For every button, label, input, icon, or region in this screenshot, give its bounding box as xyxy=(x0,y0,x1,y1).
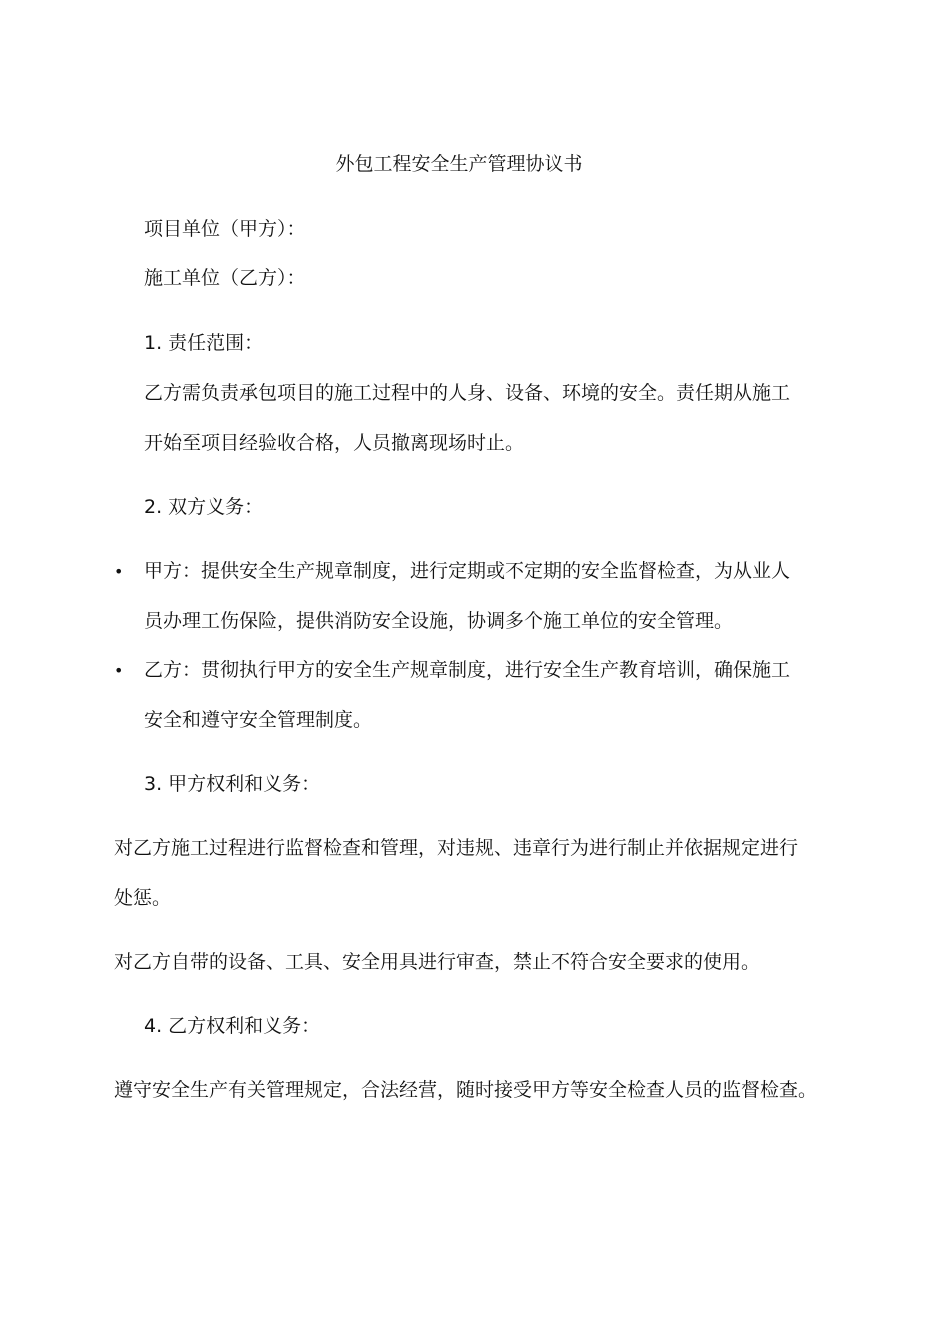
section-3-heading: 3. 甲方权利和义务： xyxy=(144,773,321,795)
section-3-paragraph-1-line-2: 处惩。 xyxy=(114,887,172,909)
document-title: 外包工程安全生产管理协议书 xyxy=(335,153,583,175)
section-1-heading: 1. 责任范围： xyxy=(144,332,264,354)
section-2-heading: 2. 双方义务： xyxy=(144,496,264,518)
section-4-heading: 4. 乙方权利和义务： xyxy=(144,1015,321,1037)
bullet-icon: • xyxy=(114,661,124,680)
duty-party-a-line-1: 甲方：提供安全生产规章制度，进行定期或不定期的安全监督检查，为从业人 xyxy=(144,560,791,582)
bullet-icon: • xyxy=(114,562,124,581)
section-1-text-line-1: 乙方需负责承包项目的施工过程中的人身、设备、环境的安全。责任期从施工 xyxy=(144,382,791,404)
party-b-label: 施工单位（乙方）： xyxy=(144,267,306,289)
duty-party-b-line-1: 乙方：贯彻执行甲方的安全生产规章制度，进行安全生产教育培训，确保施工 xyxy=(144,659,791,681)
duty-party-a-line-2: 员办理工伤保险，提供消防安全设施，协调多个施工单位的安全管理。 xyxy=(144,610,734,632)
section-3-paragraph-1-line-1: 对乙方施工过程进行监督检查和管理，对违规、违章行为进行制止并依据规定进行 xyxy=(114,837,799,859)
party-a-label: 项目单位（甲方）： xyxy=(144,218,306,240)
duty-party-b-line-2: 安全和遵守安全管理制度。 xyxy=(144,709,373,731)
section-3-paragraph-2: 对乙方自带的设备、工具、安全用具进行审查，禁止不符合安全要求的使用。 xyxy=(114,951,761,973)
section-1-text-line-2: 开始至项目经验收合格，人员撤离现场时止。 xyxy=(144,432,525,454)
section-4-paragraph-1: 遵守安全生产有关管理规定，合法经营，随时接受甲方等安全检查人员的监督检查。 xyxy=(114,1079,818,1101)
